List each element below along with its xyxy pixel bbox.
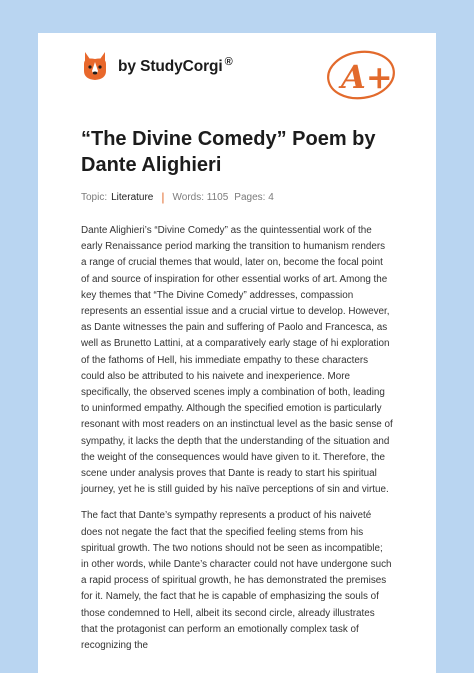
page-count: Pages: 4 (234, 191, 274, 203)
page-title: “The Divine Comedy” Poem by Dante Alighieri (81, 128, 376, 176)
topic-label: Topic: (81, 191, 108, 203)
essay-paragraph: The fact that Dante’s sympathy represents a product of his naiveté does not negate the fact that the specified feeling stems from his spiritual growth. The two notions should not be seen as incompatible; in other words, while Dante’s character could not have undergone such a rapid process of spiritual growth, he has demonstrated the premises for it. Namely, the fact that he is capable of emphasizing the souls of those condemned to Hell, albeit its second circle, already illustrates that the protagonist can perform an emotionally complex task of recognizing the (81, 510, 392, 652)
meta-separator: | (161, 190, 165, 204)
a-plus-icon (325, 44, 405, 102)
essay-paragraph: Dante Alighieri’s “Divine Comedy” as the quintessential work of the early Renaissance period marking the transition to humanism renders a range of crucial themes that would, later on, become the focal point of and source of inspiration for other essential works of art. Among the key themes that “The Divine Comedy” addresses, compassion represents an essential issue and a crucial virtue to develop. However, as Dante witnesses the pain and suffering of Paolo and Francesca, as well as Brunetto Lattini, at a comparatively early stage of hi exploration of the fathoms of Hell, his immediate empathy to these characters could also be attributed to his naivete and inexperience. More specifically, the observed scenes imply a combination of both, leading to uninformed empathy. Although the specified emotion is particularly resonant with most readers on an instinctual level as the basic sense of sympathy, it lacks the depth that the understanding of the situation and the weight of the consequences would have given to it. Therefore, the scene under analysis proves that Dante is ready to start his spiritual journey, yet he is still guided by his naïve perceptions of sin and virtue. (81, 225, 393, 496)
essay-body (81, 223, 393, 654)
brand-name: by StudyCorgi ® (118, 56, 233, 75)
grade-badge (325, 44, 405, 107)
corgi-icon (81, 51, 109, 81)
document-page (38, 33, 436, 673)
svg-text:A+: A+ (341, 58, 393, 96)
document-header (81, 33, 393, 123)
document-meta (81, 190, 393, 204)
word-count: Words: 1105 (172, 191, 229, 203)
topic-value[interactable]: Literature (111, 191, 154, 203)
studycorgi-logo[interactable] (81, 51, 233, 81)
